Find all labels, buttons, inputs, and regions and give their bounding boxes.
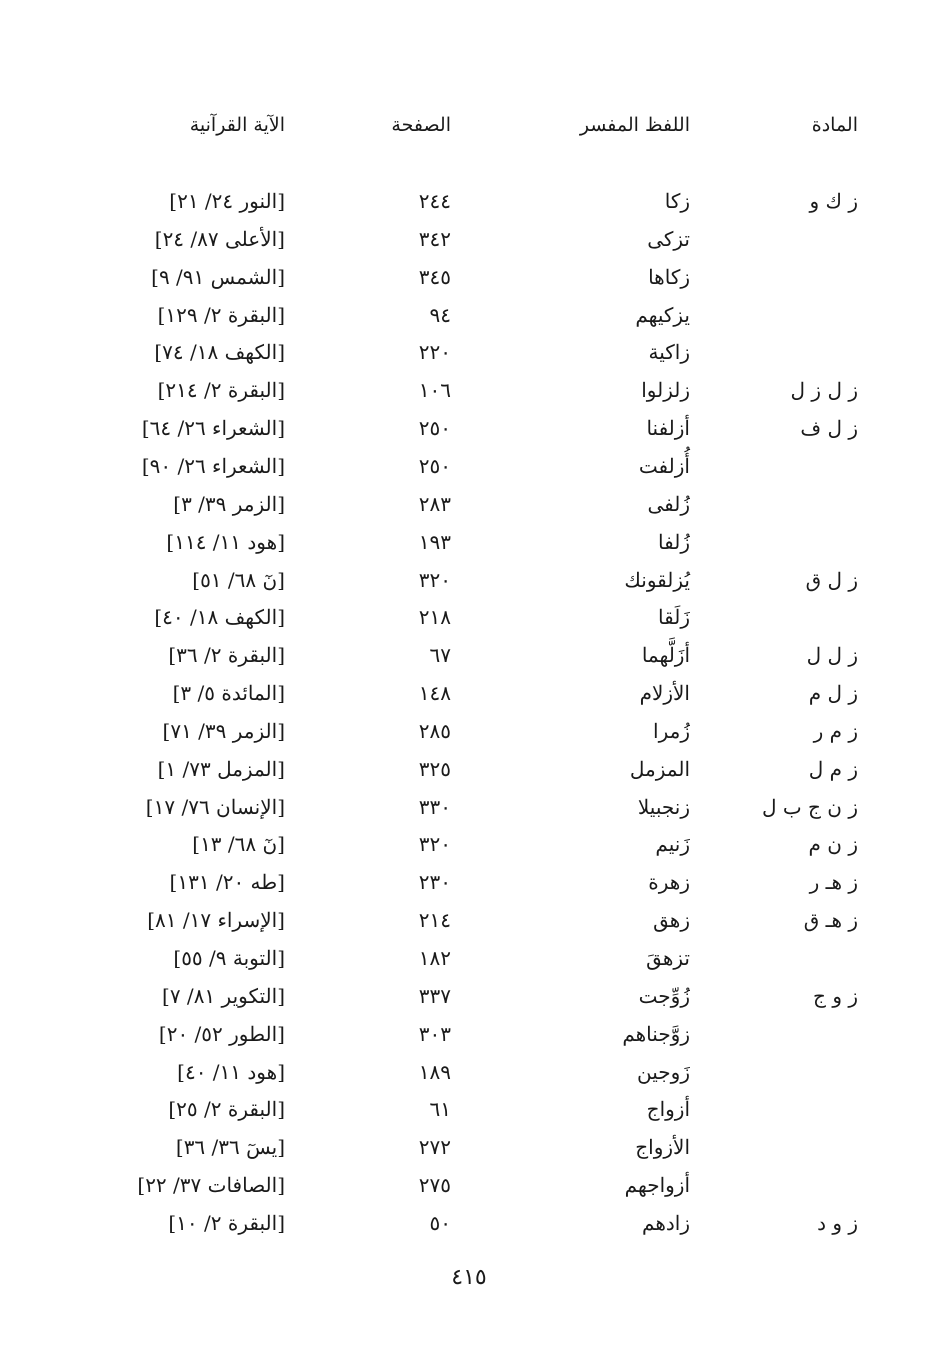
word-cell: تزهقَ xyxy=(646,946,690,970)
page-ref-cell: ٥٠ xyxy=(429,1210,451,1235)
word-cell: زهق xyxy=(653,908,690,933)
page-ref-cell: ١٨٢ xyxy=(418,946,451,970)
verse-cell: [الشعراء ٢٦/ ٩٠] xyxy=(141,453,285,478)
verse-cell: [البقرة ٢/ ١٠] xyxy=(168,1210,285,1235)
verse-cell: [الزمر ٣٩/ ٣] xyxy=(173,491,285,516)
verse-cell: [هود ١١/ ٤٠] xyxy=(177,1059,285,1084)
verse-cell: [المزمل ٧٣/ ١] xyxy=(157,756,285,781)
page-ref-cell: ٢٣٠ xyxy=(418,870,451,895)
verse-cell: [البقرة ٢/ ١٢٩] xyxy=(157,302,285,327)
word-cell: زاكية xyxy=(648,340,690,365)
word-cell: زُلفا xyxy=(658,529,690,554)
word-cell: أُزلفت xyxy=(638,453,690,478)
verse-cell: [التكوير ٨١/ ٧] xyxy=(162,983,285,1008)
verse-cell: [المائدة ٥/ ٣] xyxy=(172,681,285,706)
root-cell: ز ن ج ب ل xyxy=(761,794,858,819)
root-cell: ز و ج xyxy=(813,983,858,1008)
word-cell: أزلفنا xyxy=(646,416,690,441)
page-ref-cell: ٢٨٣ xyxy=(418,491,451,516)
page-ref-cell: ٢٨٥ xyxy=(418,718,451,743)
word-cell: أزواج xyxy=(646,1097,690,1122)
root-cell: ز ل ف xyxy=(800,416,858,441)
word-cell: زادهم xyxy=(642,1210,690,1235)
verse-cell: [الشمس ٩١/ ٩] xyxy=(151,264,285,289)
page-ref-cell: ٢٧٢ xyxy=(418,1135,451,1160)
root-cell: ز ل ل xyxy=(806,643,858,668)
word-cell: زَوجين xyxy=(637,1059,690,1084)
root-cell: ز هـ ق xyxy=(803,908,858,933)
word-cell: زَنيم xyxy=(655,832,690,857)
word-cell: زُمرا xyxy=(653,718,690,743)
page-ref-cell: ٣٢٠ xyxy=(418,832,451,857)
verse-cell: [الإنسان ٧٦/ ١٧] xyxy=(145,794,285,819)
word-cell: زُوِّجت xyxy=(638,983,690,1008)
word-cell: زَلَقا xyxy=(658,605,690,630)
page-ref-cell: ٩٤ xyxy=(429,302,451,327)
root-cell: ز ن م xyxy=(808,832,858,857)
verse-cell: [الكهف ١٨/ ٤٠] xyxy=(154,605,285,630)
page-ref-cell: ١٠٦ xyxy=(418,378,451,403)
header-word: اللفظ المفسر xyxy=(579,114,690,136)
verse-cell: [الكهف ١٨/ ٧٤] xyxy=(154,340,285,365)
word-cell: المزمل xyxy=(629,756,690,781)
page-ref-cell: ٢٥٠ xyxy=(418,453,451,478)
word-cell: زُلفى xyxy=(647,491,690,516)
page-ref-cell: ٣٤٥ xyxy=(418,264,451,289)
word-cell: زكا xyxy=(664,189,690,213)
verse-cell: [البقرة ٢/ ٣٦] xyxy=(168,643,285,668)
page-number: ٤١٥ xyxy=(451,1265,487,1290)
header-root: المادة xyxy=(811,114,858,136)
verse-cell: [الشعراء ٢٦/ ٦٤] xyxy=(141,416,285,441)
verse-cell: [النور ٢٤/ ٢١] xyxy=(169,189,285,213)
page-ref-cell: ٣٣٧ xyxy=(418,983,451,1008)
word-cell: الأزواج xyxy=(635,1135,690,1160)
verse-cell: [الزمر ٣٩/ ٧١] xyxy=(162,718,285,743)
verse-cell: [نٓ ٦٨/ ١٣] xyxy=(192,832,285,857)
verse-cell: [البقرة ٢/ ٢١٤] xyxy=(157,378,285,403)
root-cell: ز م ل xyxy=(808,756,858,781)
verse-cell: [الطور ٥٢/ ٢٠] xyxy=(158,1021,285,1046)
verse-cell: [يسٓ ٣٦/ ٣٦] xyxy=(175,1135,285,1160)
word-cell: زكاها xyxy=(648,264,690,289)
root-cell: ز ل م xyxy=(808,681,858,706)
root-cell: ز ل ز ل xyxy=(790,378,858,403)
page-ref-cell: ٣٢٥ xyxy=(418,756,451,781)
page-ref-cell: ٢٢٠ xyxy=(418,340,451,365)
verse-cell: [الصافات ٣٧/ ٢٢] xyxy=(137,1173,285,1198)
page-ref-cell: ٣٢٠ xyxy=(418,567,451,592)
verse-cell: [الإسراء ١٧/ ٨١] xyxy=(147,908,285,933)
verse-cell: [البقرة ٢/ ٢٥] xyxy=(168,1097,285,1122)
word-cell: يُزلقونك xyxy=(624,567,690,592)
verse-cell: [هود ١١/ ١١٤] xyxy=(166,529,285,554)
word-cell: زنجبيلا xyxy=(637,794,690,819)
word-cell: الأزلام xyxy=(639,681,690,706)
root-cell: ز ك و xyxy=(809,189,858,213)
page-ref-cell: ١٨٩ xyxy=(418,1059,451,1084)
header-page: الصفحة xyxy=(391,114,451,136)
page-ref-cell: ٢٤٤ xyxy=(418,189,451,213)
word-cell: زوَّجناهم xyxy=(622,1021,690,1046)
word-cell: تزكى xyxy=(647,226,690,251)
page-ref-cell: ٣٠٣ xyxy=(418,1021,451,1046)
page-ref-cell: ٦٧ xyxy=(429,643,451,668)
word-cell: أزواجهم xyxy=(624,1173,690,1198)
word-cell: زلزلوا xyxy=(641,378,690,403)
page-ref-cell: ١٩٣ xyxy=(418,529,451,554)
page-ref-cell: ٢١٨ xyxy=(418,605,451,630)
page-ref-cell: ٢٧٥ xyxy=(418,1173,451,1198)
word-cell: زهرة xyxy=(648,870,690,895)
root-cell: ز م ر xyxy=(813,718,858,743)
page-ref-cell: ١٤٨ xyxy=(418,681,451,706)
root-cell: ز ل ق xyxy=(805,567,858,592)
word-cell: يزكيهم xyxy=(635,302,690,327)
page-ref-cell: ٢٥٠ xyxy=(418,416,451,441)
root-cell: ز و د xyxy=(817,1210,858,1235)
verse-cell: [التوبة ٩/ ٥٥] xyxy=(173,946,285,970)
page-ref-cell: ٢١٤ xyxy=(418,908,451,933)
verse-cell: [نٓ ٦٨/ ٥١] xyxy=(192,567,285,592)
root-cell: ز هـ ر xyxy=(809,870,858,895)
header-verse: الآية القرآنية xyxy=(189,114,285,136)
page-ref-cell: ٣٤٢ xyxy=(418,226,451,251)
page-ref-cell: ٣٣٠ xyxy=(418,794,451,819)
verse-cell: [الأعلى ٨٧/ ٢٤] xyxy=(154,226,285,251)
verse-cell: [طه ٢٠/ ١٣١] xyxy=(169,870,285,895)
word-cell: أزَلَّهما xyxy=(641,643,690,668)
page-ref-cell: ٦١ xyxy=(429,1097,451,1122)
